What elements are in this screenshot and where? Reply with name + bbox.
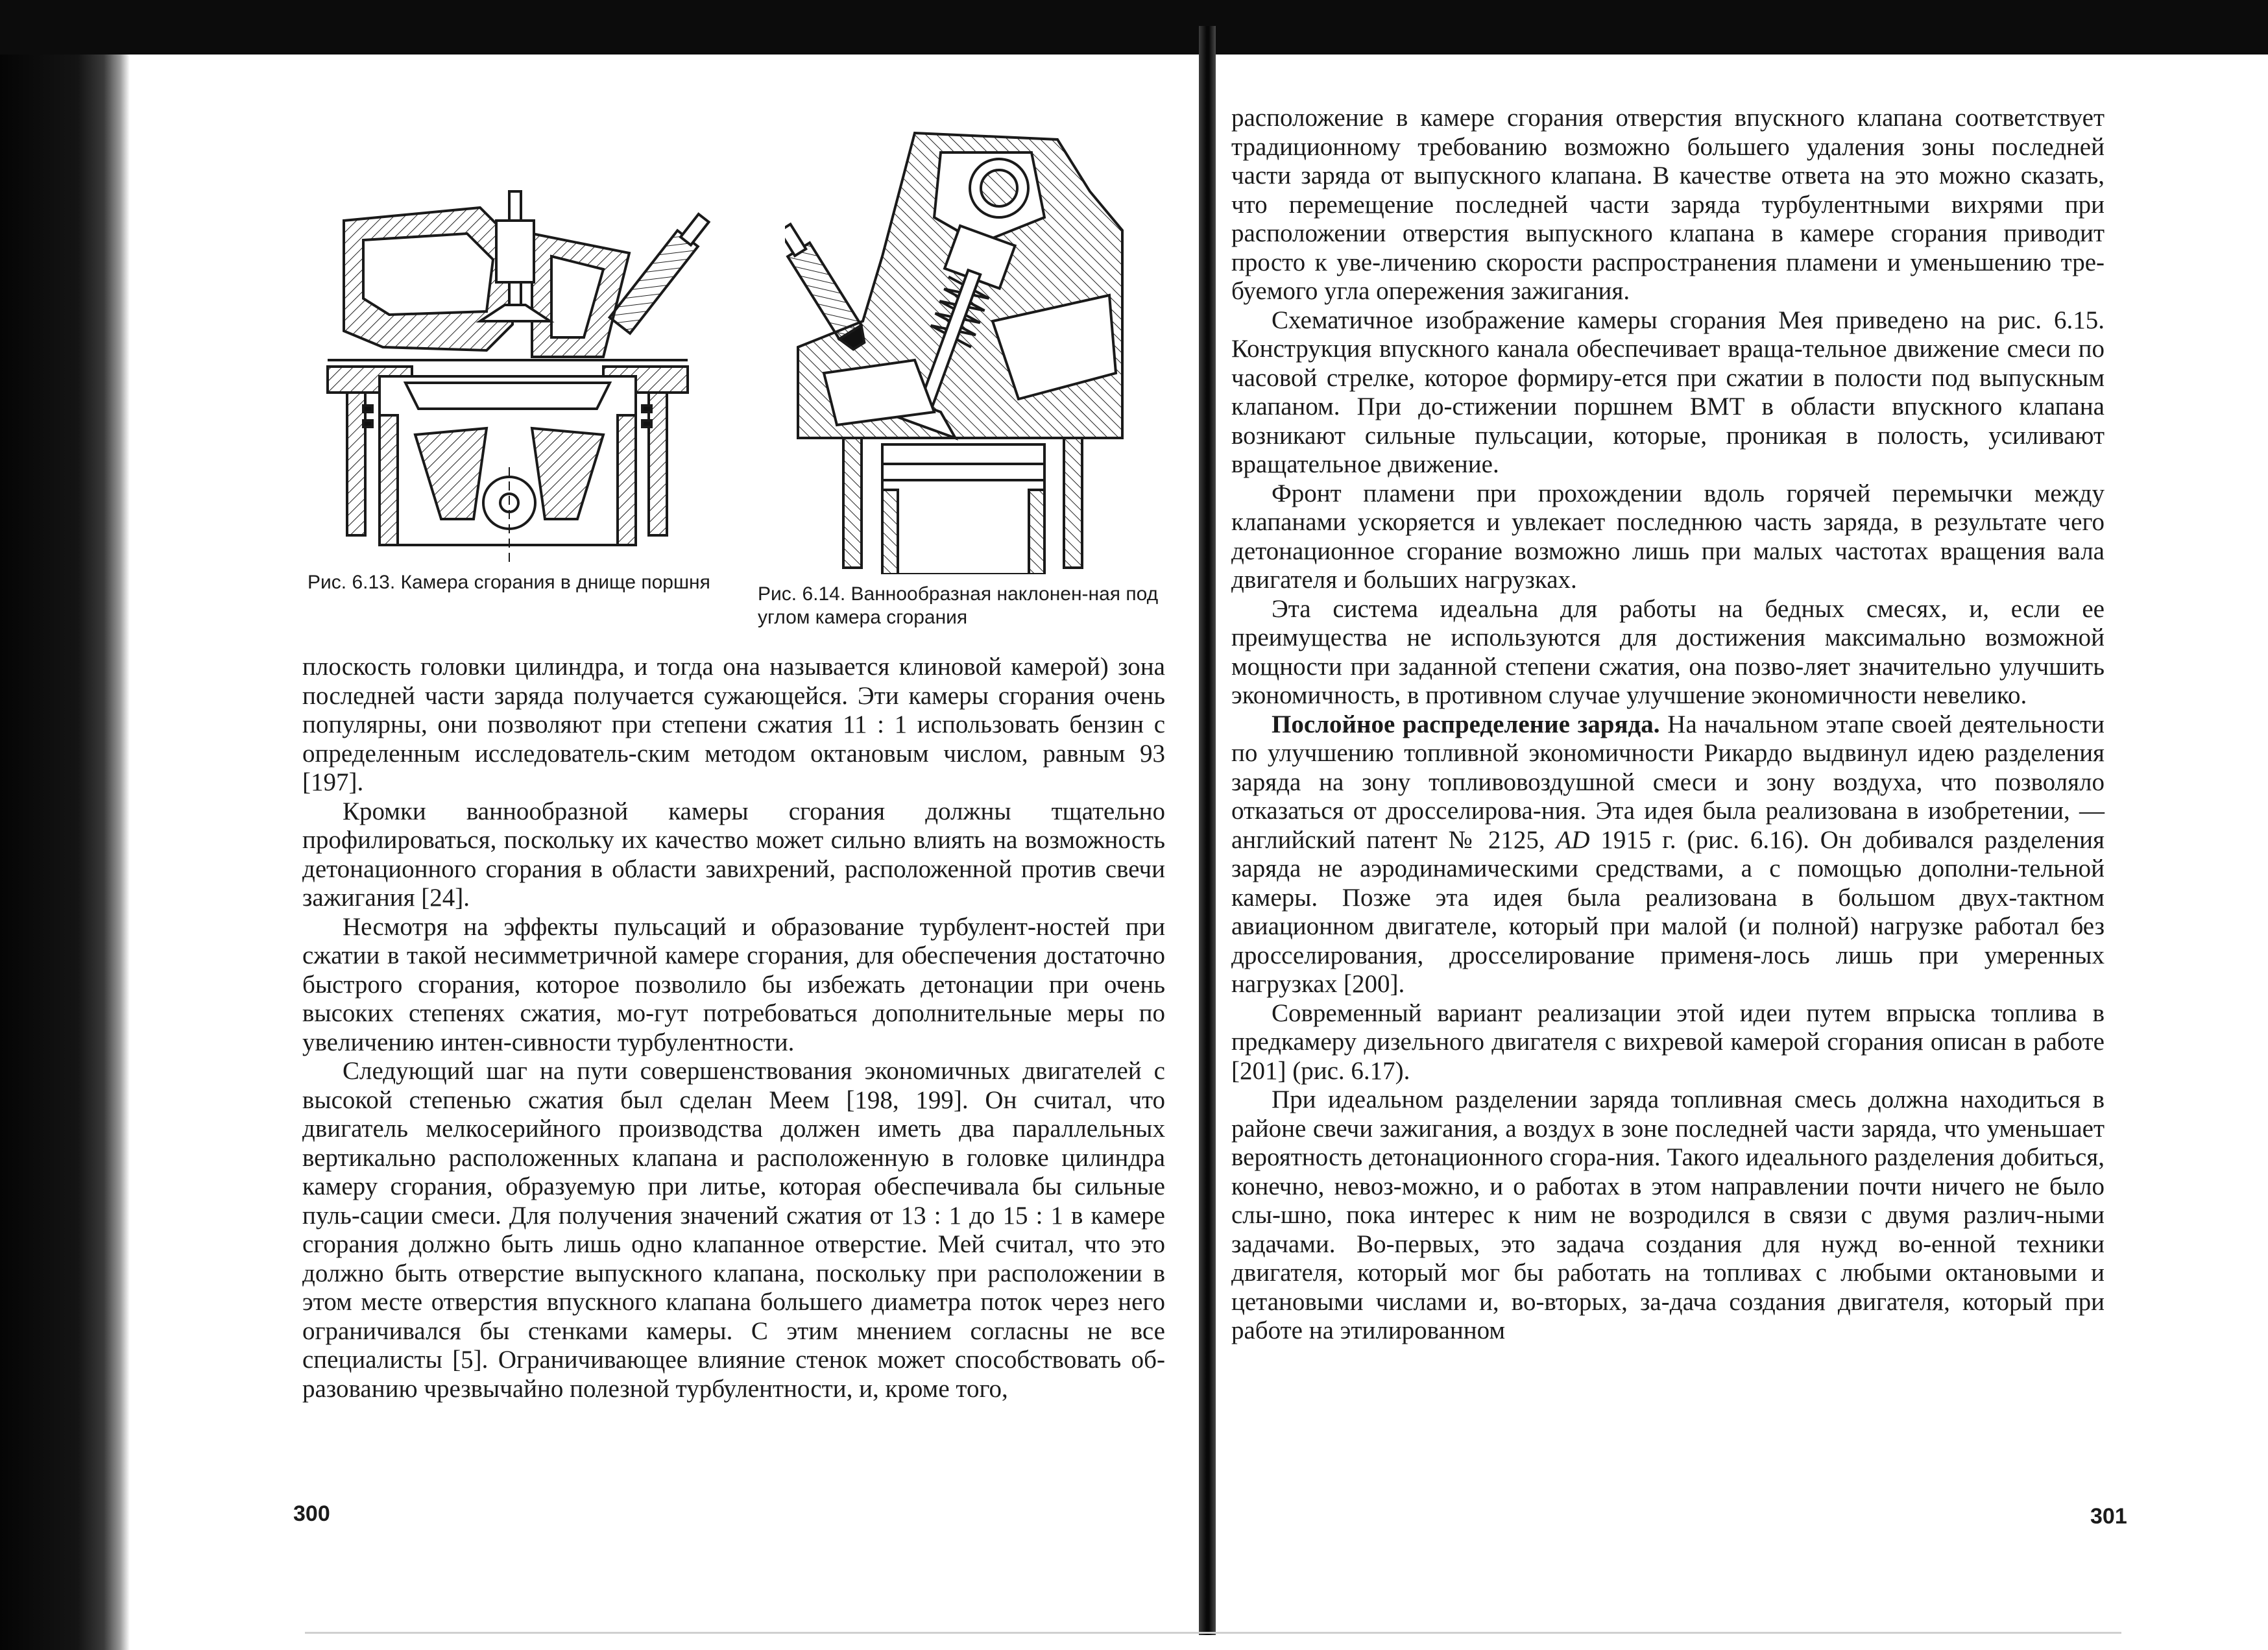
text-run-italic: AD	[1556, 825, 1590, 854]
scan-top-border	[0, 0, 2268, 55]
page-number-left: 300	[293, 1501, 330, 1526]
paragraph: Кромки ваннообразной камеры сгорания должны тщательно профилироваться, поскольку их качество может сильно влиять на возможность детонационного сгорания в области завихрений, расположенной против свечи зажигания [24].	[302, 797, 1165, 912]
scan-left-edge-shadow	[0, 55, 130, 1650]
text-run: 1915 г. (рис. 6.16). Он добивался разделения заряда не аэродинамическими средствами, а с помощью дополни-тельной камеры. Позже эта идея была реализована в большом двух-тактном авиационном двигателе, который при малой (и полной) нагрузке работал без дросселирования, дросселирование применя-лось лишь при умеренных нагрузках [200].	[1231, 825, 2105, 998]
paragraph: Эта система идеальна для работы на бедных смесях, и, если ее преимущества не используются для достижения максимально возможной мощности при заданной степени сжатия, она позво-ляет значительно улучшить экономичность, в противном случае улучшение экономичности невелико.	[1231, 594, 2105, 709]
paragraph: плоскость головки цилиндра, и тогда она называется клиновой камерой) зона последней части заряда получается сужающейся. Эти камеры сгорания очень популярны, они позволяют при степени сжатия 11 : 1 использовать бензин с определенным исследователь-ским методом октановым числом, равным 93 [197].	[302, 653, 1165, 796]
section-run-in-heading: Послойное распределение заряда.	[1272, 710, 1660, 738]
paragraph: Следующий шаг на пути совершенствования экономичных двигателей с высокой степенью сжатия был сделан Меем [198, 199]. Он считал, что двигатель мелкосерийного производства должен иметь два параллельных вертикально расположенных клапана и расположенную в головке цилиндра камеру сгорания, образуемую при литье, которая обеспечивала бы сильные пуль-сации смеси. Для получения значений сжатия от 13 : 1 до 15 : 1 в камере сгорания должно быть лишь одно клапанное отверстие. Мей считал, что это должно быть отверстие выпускного клапана, поскольку при расположении в этом месте отверстия впускного клапана большего диаметра поток через него ограничивался бы стенками камеры. С этим мнением согласны не все специалисты [5]. Ограничивающее влияние стенок может способствовать об-разованию чрезвычайно полезной турбулентности, и, кроме того,	[302, 1057, 1165, 1403]
paragraph: Современный вариант реализации этой идеи путем впрыска топлива в предкамеру дизельного двигателя с вихревой камерой сгорания описан в работе [201] (рис. 6.17).	[1231, 999, 2105, 1085]
text-run: На начальном этапе своей деятельности по улучшению топливной экономичности Рикардо выдвинул идею разделения заряда на зону топливовоздушной смеси и зону воздуха, что позволяло отказаться от дросселирова-ния. Эта идея была реализована в изобретении, — английский патент № 2125,	[1231, 710, 2105, 854]
paragraph: При идеальном разделении заряда топливная смесь должна находиться в районе свечи зажигания, а воздух в зоне последней части заряда, что уменьшает вероятность детонационного сгора-ния. Такого идеального разделения добиться, конечно, невоз-можно, и о работах в этом направлении почти ничего не было слы-шно, пока интерес к ним не возродился в связи с двумя различ-ными задачами. Во-первых, это задача создания для нужд во-енной техники двигателя, который мог бы работать на топливах с любыми октановыми и цетановыми числами и, во-вторых, за-дача создания двигателя, который при работе на этилированном	[1231, 1086, 2105, 1344]
figure-6-14-caption: Рис. 6.14. Ваннообразная наклонен-ная под углом камера сгорания	[758, 583, 1159, 628]
paragraph: расположение в камере сгорания отверстия впускного клапана соответствует традиционному требованию возможно большего удаления зоны последней части заряда от выпускного клапана. В качестве ответа на это можно сказать, что перемещение последней части заряда турбулентными вихрями при расположении отверстия выпускного клапана в камере сгорания приводит просто к уве-личению скорости распространения пламени и уменьшению тре-буемого угла опережения зажигания.	[1231, 104, 2105, 305]
paragraph: Несмотря на эффекты пульсаций и образование турбулент-ностей при сжатии в такой несимметричной камере сгорания, для обеспечения достаточно быстрого сгорания, которое позволило бы избежать детонации при очень высоких степенях сжатия, мо-гут потребоваться дополнительные меры по увеличению интен-сивности турбулентности.	[302, 912, 1165, 1056]
page-bottom-rule	[305, 1632, 2121, 1634]
paragraph: Схематичное изображение камеры сгорания Мея приведено на рис. 6.15. Конструкция впускного канала обеспечивает враща-тельное движение смеси по часовой стрелке, которое формиру-ется при сжатии в полости под выпускным клапаном. При до-стижении поршнем ВМТ в области впускного клапана возникают сильные пульсации, которые, проникая в полость, усиливают вращательное движение.	[1231, 306, 2105, 478]
book-spine-shadow	[1199, 26, 1216, 1635]
figure-6-13-piston-chamber-drawing	[318, 182, 733, 564]
left-page-text	[302, 653, 1165, 1403]
right-page-text	[1231, 104, 2105, 1346]
paragraph	[1231, 710, 2105, 999]
figure-6-13-caption: Рис. 6.13. Камера сгорания в днище поршня	[308, 572, 710, 593]
page-number-right: 301	[2090, 1504, 2127, 1529]
paragraph: Фронт пламени при прохождении вдоль горячей перемычки между клапанами ускоряется и увлекает последнюю часть заряда, в результате чего детонационное сгорание возможно лишь при малых частотах вращения вала двигателя и больших нагрузках.	[1231, 479, 2105, 594]
figure-6-14-bathtub-chamber-drawing	[785, 127, 1148, 574]
